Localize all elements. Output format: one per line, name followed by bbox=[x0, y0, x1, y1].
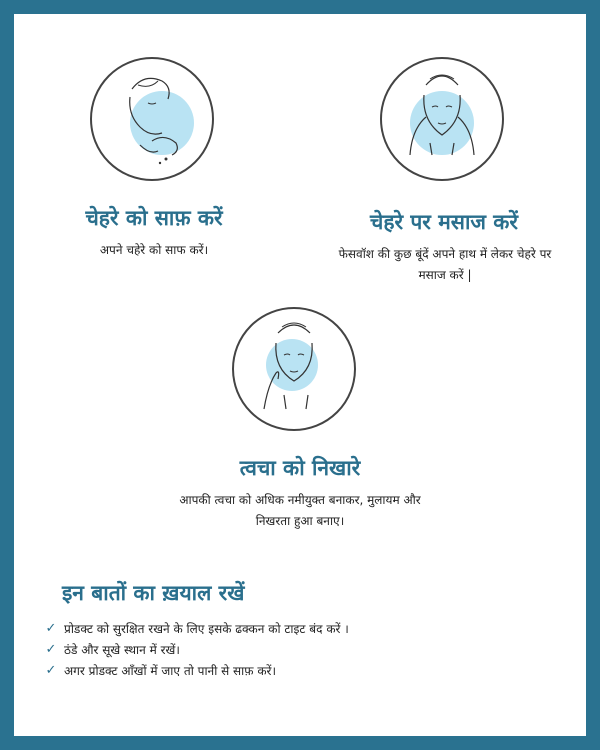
tip-text: ठंडे और सूखे स्थान में रखें। bbox=[64, 643, 180, 657]
checkmark-icon: ✓ bbox=[45, 663, 57, 678]
tips-list bbox=[44, 618, 349, 681]
face-washing-icon bbox=[90, 57, 214, 181]
tip-text: प्रोडक्ट को सुरक्षित रखने के लिए इसके ढक्कन को टाइट बंद करें । bbox=[64, 622, 349, 636]
tip-text: अगर प्रोडक्ट आँखों में जाए तो पानी से साफ़ करें। bbox=[64, 664, 277, 678]
face-glow-icon bbox=[232, 307, 356, 431]
face-massage-icon bbox=[380, 57, 504, 181]
step-title: चेहरे को साफ़ करें bbox=[85, 206, 223, 230]
tips-heading: इन बातों का ख़याल रखें bbox=[62, 581, 245, 605]
checkmark-icon: ✓ bbox=[45, 621, 57, 636]
list-item bbox=[44, 639, 349, 660]
list-item bbox=[44, 618, 349, 639]
step-description: अपने चहेरे को साफ करें। bbox=[99, 243, 209, 257]
list-item bbox=[44, 660, 349, 681]
step-title: चेहरे पर मसाज करें bbox=[369, 210, 519, 234]
checkmark-icon: ✓ bbox=[45, 642, 57, 657]
step-description: फेसवॉश की कुछ बूंदें अपने हाथ में लेकर चेहरे पर मसाज करें | bbox=[338, 247, 552, 282]
step-description: आपकी त्वचा को अधिक नमीयुक्त बनाकर, मुलायम और निखरता हुआ बनाए। bbox=[179, 493, 421, 528]
step-title: त्वचा को निखारे bbox=[239, 456, 361, 480]
